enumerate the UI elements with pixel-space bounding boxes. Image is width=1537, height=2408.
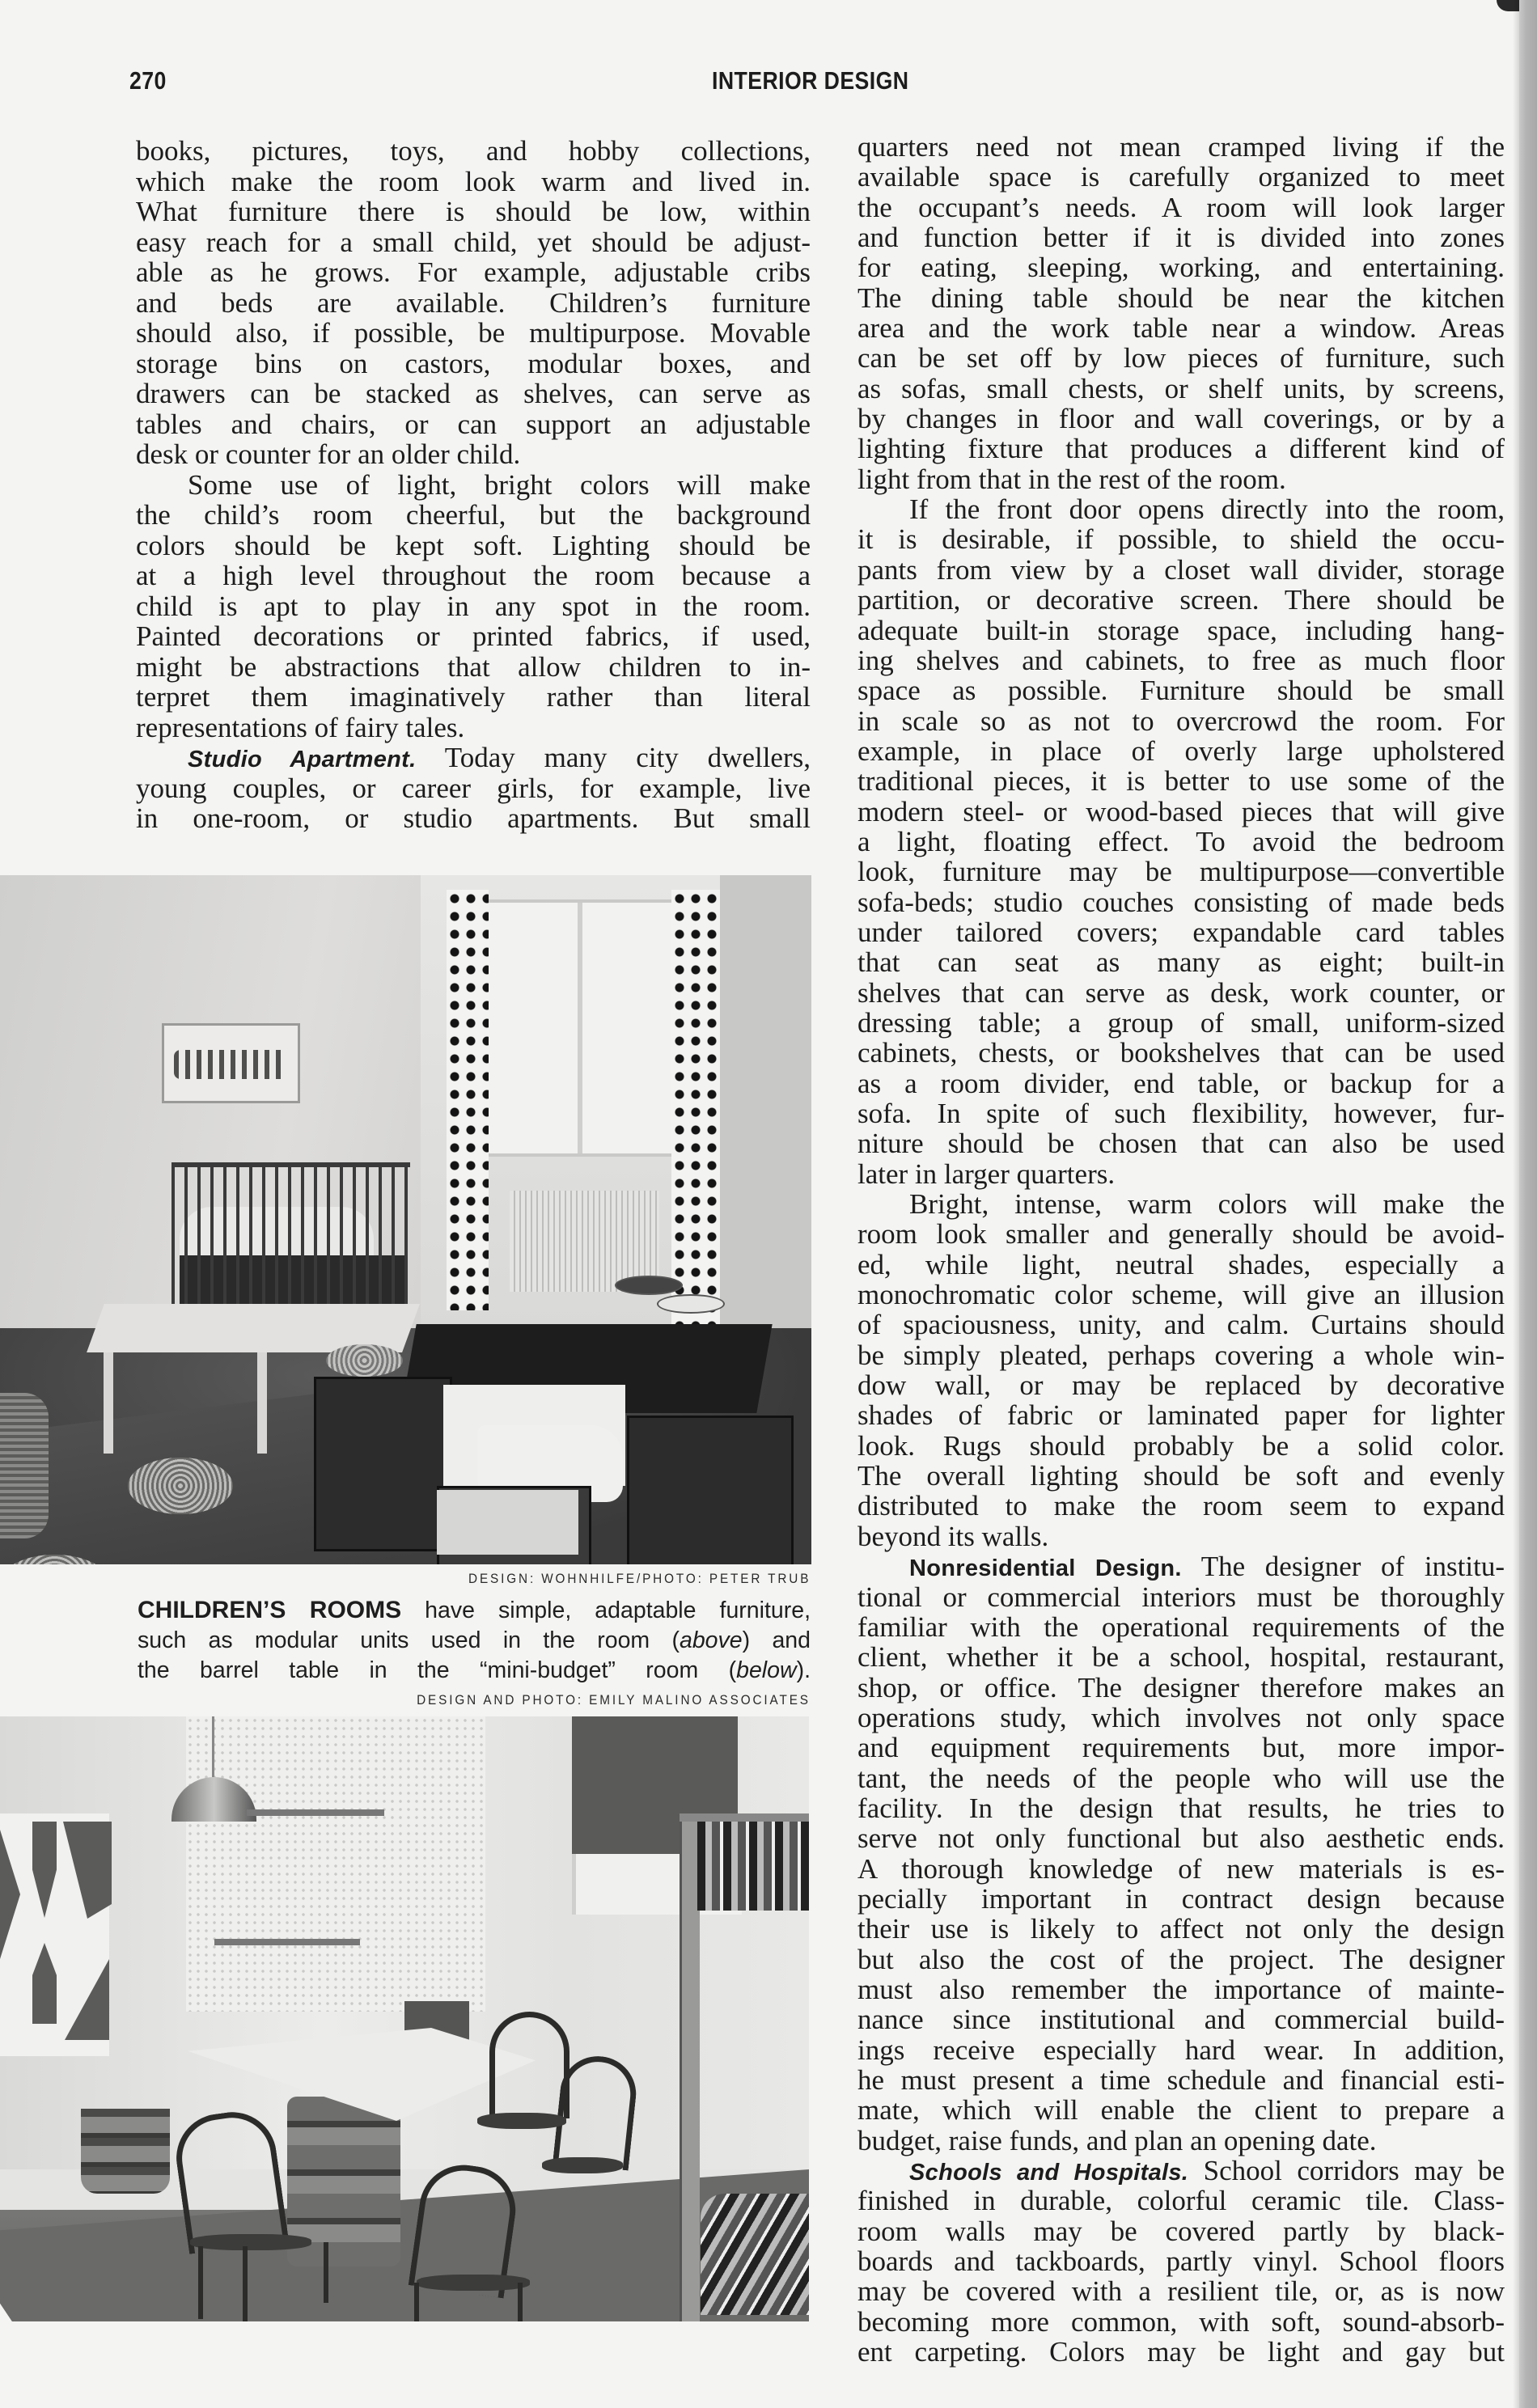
- text-line: desk or counter for an older child.: [136, 438, 521, 470]
- chair-leg: [243, 2246, 248, 2321]
- text-line: finished in durable, colorful ceramic tile. Class-: [857, 2185, 1505, 2217]
- text-run: School corridors may be: [1203, 2155, 1505, 2187]
- chair-seat: [190, 2234, 311, 2250]
- text-line: example, in place of overly large upholstered: [857, 734, 1505, 767]
- text-line: ent carpeting. Colors may be light and gay but: [857, 2336, 1505, 2368]
- stool: [657, 1294, 725, 1314]
- text-line: ed, while light, neutral shades, especially a: [857, 1248, 1505, 1280]
- text-line: it is desirable, if possible, to shield the occu-: [857, 523, 1505, 556]
- chair-seat: [477, 2113, 566, 2129]
- text-line: might be abstractions that allow children to in-: [136, 650, 811, 683]
- text-line: terpret them imaginatively rather than literal: [136, 681, 811, 713]
- text-line: easy reach for a small child, yet should be adjust-: [136, 226, 811, 258]
- text-line: under tailored covers; expandable card tables: [857, 916, 1505, 948]
- text-line: later in larger quarters.: [857, 1157, 1116, 1190]
- text-line: monochromatic color scheme, will give an illusion: [857, 1279, 1505, 1311]
- text-line: niture should be chosen that can also be used: [857, 1128, 1505, 1160]
- caption-text: ) and: [742, 1627, 811, 1653]
- text-line: mate, which will enable the client to prepare a: [857, 2094, 1505, 2127]
- text-line: ing shelves and cabinets, to free as much floor: [857, 644, 1505, 676]
- text-line: sofa. In spite of such flexibility, however, fur-: [857, 1098, 1505, 1129]
- bench-leg: [257, 1352, 267, 1454]
- text-line-with-heading: [857, 1551, 1505, 1581]
- text-line: lighting fixture that produces a different kind of: [857, 433, 1505, 465]
- text-line: at a high level throughout the room because a: [136, 560, 811, 591]
- text-line: be simply pleated, perhaps covering a whole win-: [857, 1339, 1505, 1371]
- caption-text: the barrel table in the “mini-budget” room (: [138, 1657, 737, 1683]
- text-line: If the front door opens directly into the room,: [909, 493, 1505, 526]
- chair-leg: [324, 2242, 328, 2303]
- text-line: A thorough knowledge of new materials is es-: [857, 1852, 1505, 1885]
- woven-floor-mat: [128, 1458, 233, 1514]
- text-line: The overall lighting should be soft and evenly: [857, 1460, 1505, 1492]
- text-line: drawers can be stacked as shelves, can serve as: [136, 378, 811, 409]
- text-line: tional or commercial interiors must be thoroughly: [857, 1581, 1505, 1613]
- caption-line: [138, 1656, 811, 1686]
- caption-line: [138, 1595, 811, 1626]
- text-line: becoming more common, with soft, sound-absorb-: [857, 2305, 1505, 2338]
- text-line: shop, or office. The designer therefore makes an: [857, 1671, 1505, 1703]
- chair-leg: [198, 2246, 203, 2319]
- woven-basket: [0, 1393, 49, 1538]
- bunk-bed-rail: [680, 1813, 809, 1822]
- left-column-text: [136, 136, 811, 834]
- wire-shelf: [247, 1809, 384, 1816]
- text-line: pecially important in contract design because: [857, 1882, 1505, 1915]
- text-line: as sofas, small chests, or shelf units, by screens,: [857, 372, 1505, 404]
- text-run: Today many city dwellers,: [444, 742, 811, 773]
- text-line: room walls may be covered partly by black-: [857, 2215, 1505, 2247]
- text-line: cabinets, chests, or bookshelves that can be used: [857, 1037, 1505, 1069]
- text-line: look, furniture may be multipurpose—convertible: [857, 856, 1505, 888]
- text-line: of spaciousness, unity, and calm. Curtains should: [857, 1309, 1505, 1341]
- text-line: and function better if it is divided into zones: [857, 222, 1505, 254]
- text-line: boards and tackboards, partly vinyl. School floors: [857, 2245, 1505, 2278]
- text-line: by changes in floor and wall coverings, or by a: [857, 403, 1505, 435]
- lamp-cord: [212, 1716, 214, 1777]
- text-line: operations study, which involves not only space: [857, 1701, 1505, 1733]
- text-line: colors should be kept soft. Lighting should be: [136, 529, 811, 561]
- text-line: available space is carefully organized to meet: [857, 161, 1505, 193]
- photo-credit-bottom: DESIGN AND PHOTO: EMILY MALINO ASSOCIATES: [417, 1692, 811, 1708]
- text-line: must also remember the importance of mainte-: [857, 1973, 1505, 2005]
- text-line: tables and chairs, or can support an adjustable: [136, 408, 811, 440]
- text-line: can be set off by low pieces of furniture, such: [857, 342, 1505, 375]
- text-line: representations of fairy tales.: [136, 711, 465, 743]
- text-line: ings receive especially hard wear. In addition,: [857, 2033, 1505, 2066]
- text-run: The designer of institu-: [1200, 1551, 1505, 1583]
- text-line: familiar with the operational requirements of the: [857, 1610, 1505, 1643]
- text-line: quarters need not mean cramped living if the: [857, 131, 1505, 163]
- caption-text-italic: above: [679, 1627, 743, 1653]
- window: [485, 899, 678, 1157]
- windsor-chair: [489, 2012, 569, 2118]
- text-line: in scale so as not to overcrowd the room. For: [857, 705, 1505, 737]
- photo-credit-top: DESIGN: WOHNHILFE/PHOTO: PETER TRUB: [468, 1571, 811, 1586]
- chair-seat: [417, 2275, 530, 2291]
- photo-barrel-table-room: [0, 1716, 809, 2321]
- caption-line: [138, 1626, 811, 1656]
- text-line: sofa-beds; studio couches consisting of made beds: [857, 886, 1505, 918]
- text-line: should also, if possible, be multipurpose. Movable: [136, 317, 811, 349]
- wall-picture: [162, 1023, 300, 1103]
- text-line: serve not only functional but also aesthetic ends.: [857, 1822, 1505, 1855]
- section-heading-nonresidential-design: Nonresidential Design.: [909, 1555, 1182, 1582]
- text-line: able as he grows. For example, adjustable cribs: [136, 256, 811, 288]
- text-line: but also the cost of the project. The designer: [857, 1943, 1505, 1975]
- right-column-text: [857, 132, 1505, 2367]
- bench-leg: [104, 1352, 113, 1454]
- chair-leg: [518, 2283, 523, 2321]
- text-line: storage bins on castors, modular boxes, and: [136, 347, 811, 379]
- text-line: partition, or decorative screen. There should be: [857, 584, 1505, 616]
- hanging-bucket: [81, 2109, 170, 2194]
- text-line: budget, raise funds, and plan an opening date.: [857, 2124, 1377, 2156]
- text-line: client, whether it be a school, hospital, restaurant,: [857, 1641, 1505, 1674]
- text-line: as a room divider, end table, or backup for a: [857, 1067, 1505, 1099]
- modular-box: [314, 1377, 452, 1551]
- text-line: the occupant’s needs. A room will look larger: [857, 191, 1505, 223]
- text-line: distributed to make the room seem to expand: [857, 1490, 1505, 1522]
- text-line: beyond its walls.: [857, 1520, 1049, 1552]
- text-line: that can seat as many as eight; built-in: [857, 946, 1505, 979]
- text-line: the child’s room cheerful, but the background: [136, 499, 811, 531]
- plaid-blanket-bottom-bunk: [701, 2194, 809, 2315]
- text-line: shelves that can serve as desk, work counter, or: [857, 976, 1505, 1009]
- text-line: The dining table should be near the kitchen: [857, 281, 1505, 314]
- section-heading-studio-apartment: Studio Apartment.: [188, 747, 417, 772]
- text-line: in one-room, or studio apartments. But small: [136, 802, 811, 834]
- text-line: may be covered with a resilient tile, or, as is now: [857, 2275, 1505, 2308]
- figure-caption: [138, 1595, 811, 1686]
- plaid-blanket-top-bunk: [697, 1822, 809, 1911]
- stool: [615, 1276, 683, 1295]
- text-line: books, pictures, toys, and hobby collections,: [136, 135, 811, 167]
- text-line: dow wall, or may be replaced by decorative: [857, 1369, 1505, 1402]
- text-line: adequate built-in storage space, including hang-: [857, 614, 1505, 646]
- text-line: area and the work table near a window. Areas: [857, 312, 1505, 345]
- text-line: modern steel- or wood-based pieces that will give: [857, 795, 1505, 827]
- page-number: 270: [129, 66, 167, 95]
- caption-text: such as modular units used in the room (: [138, 1627, 680, 1653]
- photo-childrens-room-crib: [0, 875, 811, 1564]
- text-line: light from that in the rest of the room.: [857, 463, 1286, 495]
- modular-box: [627, 1416, 794, 1564]
- pegboard-wall: [186, 1716, 485, 2012]
- running-head: INTERIOR DESIGN: [712, 66, 909, 95]
- text-line-with-heading: [857, 2156, 1505, 2186]
- modular-box-open: [437, 1490, 578, 1555]
- chair-leg: [414, 2283, 419, 2321]
- text-line: pants from view by a closet wall divider, storage: [857, 553, 1505, 586]
- text-line: for eating, sleeping, working, and entertaining.: [857, 252, 1505, 284]
- text-line: and beds are available. Children’s furniture: [136, 286, 811, 319]
- woven-basket: [326, 1344, 403, 1377]
- crib-rails: [171, 1162, 410, 1325]
- text-line-with-heading: [136, 743, 811, 773]
- text-line: Bright, intense, warm colors will make the: [909, 1188, 1505, 1221]
- text-line: shades of fabric or laminated paper for lighter: [857, 1399, 1505, 1432]
- text-line: tant, the needs of the people who will use the: [857, 1762, 1505, 1794]
- text-line: he must present a time schedule and financial esti-: [857, 2064, 1505, 2096]
- text-line: which make the room look warm and lived in.: [136, 165, 811, 197]
- caption-text-italic: below: [736, 1657, 797, 1683]
- caption-text: have simple, adaptable furniture,: [401, 1598, 811, 1623]
- section-heading-schools-and-hospitals: Schools and Hospitals.: [909, 2160, 1189, 2186]
- page-edge: [1519, 0, 1537, 2408]
- caption-heading: CHILDREN’S ROOMS: [138, 1597, 402, 1623]
- text-line: young couples, or career girls, for example, live: [136, 772, 811, 804]
- text-line: their use is likely to affect not only the design: [857, 1913, 1505, 1945]
- text-line: space as possible. Furniture should be small: [857, 675, 1505, 707]
- text-line: traditional pieces, it is better to use some of the: [857, 765, 1505, 798]
- text-line: room look smaller and generally should be avoid-: [857, 1218, 1505, 1251]
- text-line: child is apt to play in any spot in the room.: [136, 590, 811, 622]
- text-line: facility. In the design that results, he tries to: [857, 1792, 1505, 1824]
- polka-dot-curtain: [671, 890, 720, 1343]
- text-line: dressing table; a group of small, uniform-sized: [857, 1006, 1505, 1039]
- chair-seat: [542, 2157, 623, 2173]
- caption-text: ).: [796, 1657, 811, 1683]
- text-line: nance since institutional and commercial build-: [857, 2004, 1505, 2036]
- text-line: Some use of light, bright colors will make: [188, 468, 811, 501]
- text-line: Painted decorations or printed fabrics, if used,: [136, 620, 811, 652]
- wire-shelf: [214, 1939, 360, 1945]
- text-line: look. Rugs should probably be a solid color.: [857, 1429, 1505, 1462]
- polka-dot-curtain: [447, 890, 489, 1310]
- text-line: a light, floating effect. To avoid the bedroom: [857, 825, 1505, 857]
- text-line: What furniture there is should be low, within: [136, 196, 811, 227]
- text-line: and equipment requirements but, more impor-: [857, 1732, 1505, 1764]
